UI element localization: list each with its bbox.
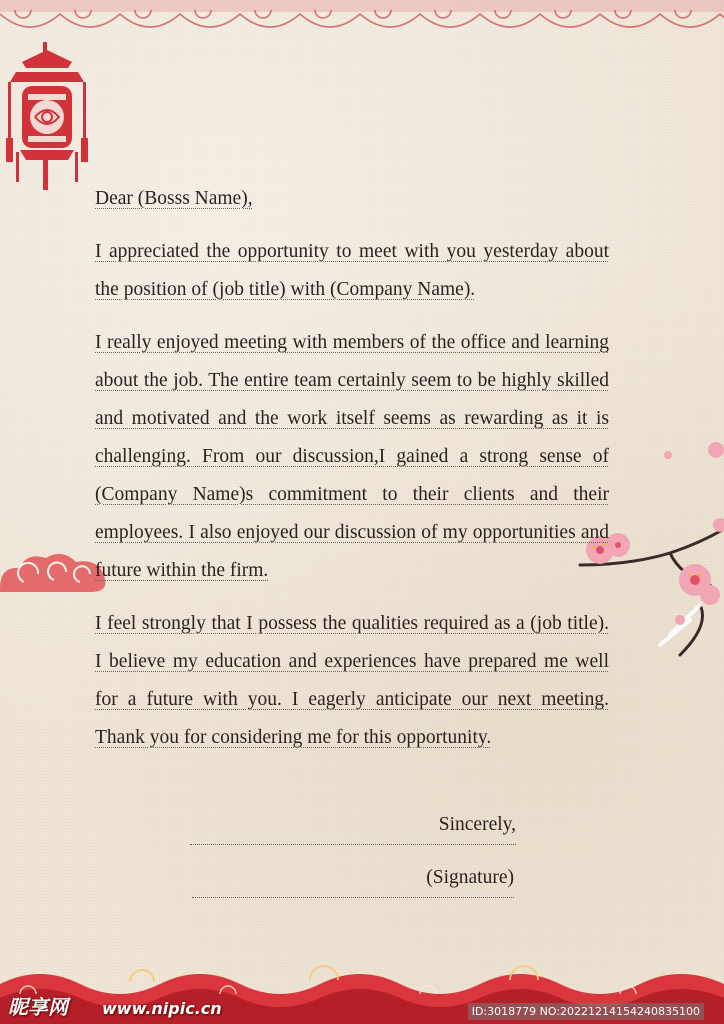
closing	[190, 806, 516, 845]
closing-text: Sincerely,	[438, 814, 516, 835]
paragraph-1-text: I appreciated the opportunity to meet with you yesterday about the position of (job title) with (Company Name).	[95, 241, 609, 300]
signature	[192, 859, 514, 898]
salutation	[95, 180, 609, 218]
paragraph-2-text: I really enjoyed meeting with members of the office and learning about the job. The entire team certainly seem to be highly skilled and motivated and the work itself seems as rewarding as it is challenging. From our discussion,I gained a strong sense of (Company Name)s commitment to their clients and their employees. I also enjoyed our discussion of my opportunities and future within the firm.	[95, 332, 609, 581]
paragraph-1	[95, 233, 609, 309]
watermark-logo: 昵享网	[8, 995, 68, 1019]
salutation-text: Dear (Bosss Name),	[95, 188, 253, 209]
letter-body	[95, 180, 609, 772]
lantern-ornament-icon	[2, 42, 92, 192]
paragraph-3	[95, 605, 609, 757]
top-cloud-border	[0, 0, 724, 40]
paragraph-3-text: I feel strongly that I possess the qualities required as a (job title). I believe my education and experiences have prepared me well for a future with you. I eagerly anticipate our next meeting. Thank you for considering me for this opportunity.	[95, 613, 609, 748]
watermark	[0, 996, 724, 1024]
paragraph-2	[95, 324, 609, 590]
watermark-id: ID:3018779 NO:20221214154240835100	[468, 1003, 704, 1020]
cloud-ornament-icon	[0, 548, 110, 598]
signature-text: (Signature)	[426, 867, 514, 888]
watermark-url: www.nipic.cn	[102, 999, 222, 1018]
